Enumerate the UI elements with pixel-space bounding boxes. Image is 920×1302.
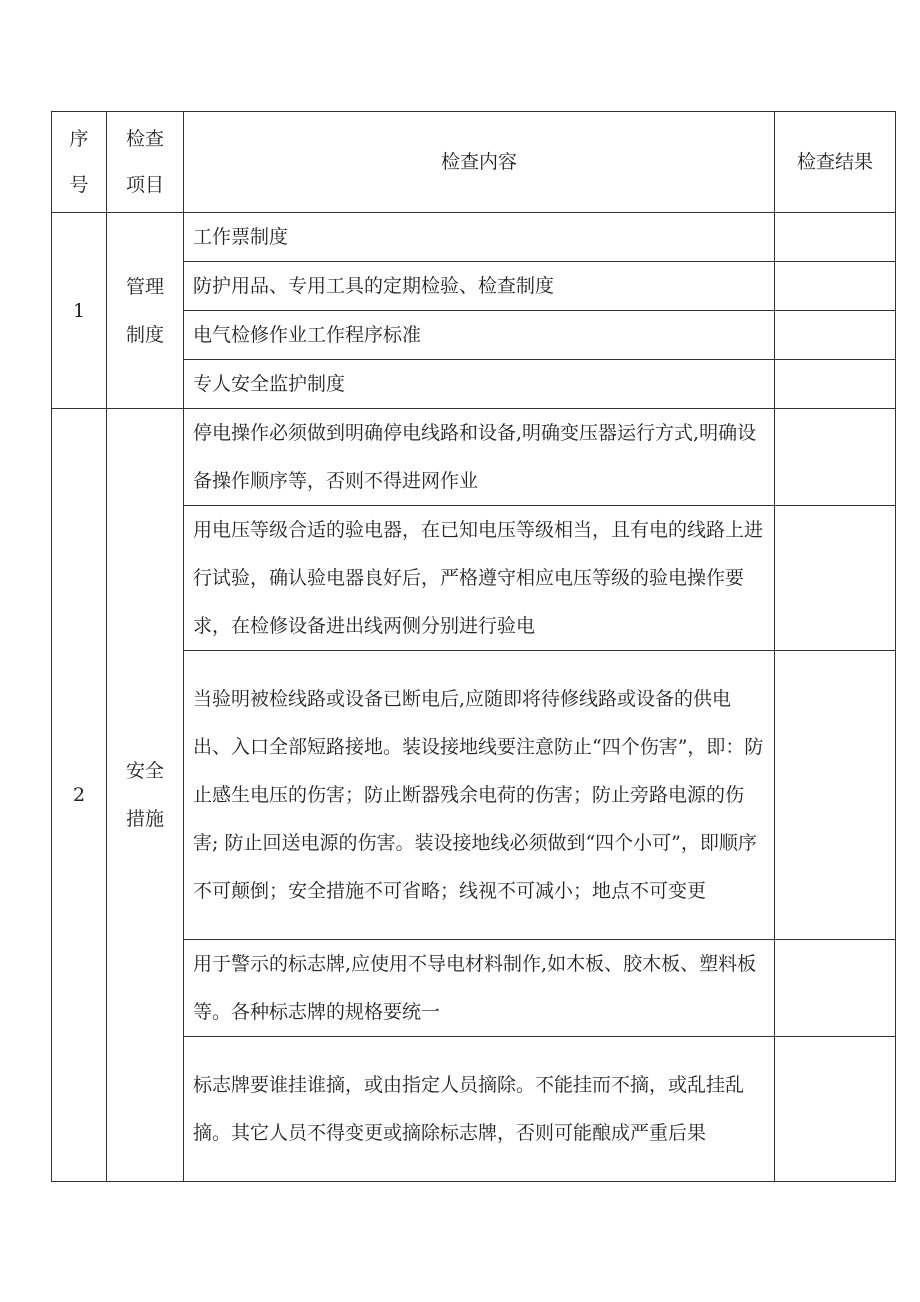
header-item xyxy=(107,112,184,213)
check-content: 当验明被检线路或设备已断电后,应随即将待修线路或设备的供电出、入口全部短路接地。装设接地线要注意防止“四个伤害”，即：防止感生电压的伤害；防止断器残余电荷的伤害；防止旁路电源的伤害; 防止回送电源的伤害。装设接地线必须做到“四个小可”，即顺序不可颠倒；安全措施不可省略；线视不可减小；地点不可变更 xyxy=(184,651,775,940)
group-item xyxy=(107,213,184,409)
inspection-table xyxy=(51,111,896,1182)
check-content: 电气检修作业工作程序标准 xyxy=(184,311,775,360)
check-content: 用于警示的标志牌,应使用不导电材料制作,如木板、胶木板、塑料板等。各种标志牌的规格要统一 xyxy=(184,940,775,1037)
header-item-line1: 检查 xyxy=(125,128,164,150)
group-item-line2: 制度 xyxy=(125,323,164,346)
header-no-line1: 序 xyxy=(69,128,89,150)
group-item xyxy=(107,409,184,1182)
group-item-line1: 安全 xyxy=(125,760,164,782)
check-content: 专人安全监护制度 xyxy=(184,360,775,409)
header-row xyxy=(52,112,896,213)
table-row xyxy=(52,213,896,262)
group-item-line2: 措施 xyxy=(125,808,164,830)
check-content: 用电压等级合适的验电器，在已知电压等级相当，且有电的线路上进行试验，确认验电器良好后，严格遵守相应电压等级的验电操作要求，在检修设备进出线两侧分别进行验电 xyxy=(184,506,775,651)
group-item-line1: 管理 xyxy=(125,275,164,298)
header-content: 检查内容 xyxy=(184,112,775,213)
check-result-cell[interactable] xyxy=(775,360,896,409)
group-number: 2 xyxy=(52,409,107,1182)
check-result-cell[interactable] xyxy=(775,262,896,311)
header-result: 检查结果 xyxy=(775,112,896,213)
header-no-line2: 号 xyxy=(69,174,89,196)
check-result-cell[interactable] xyxy=(775,409,896,506)
check-result-cell[interactable] xyxy=(775,311,896,360)
check-content: 工作票制度 xyxy=(184,213,775,262)
group-number: 1 xyxy=(52,213,107,409)
check-result-cell[interactable] xyxy=(775,1037,896,1182)
header-item-line2: 项目 xyxy=(125,174,164,196)
check-content: 标志牌要谁挂谁摘，或由指定人员摘除。不能挂而不摘，或乱挂乱摘。其它人员不得变更或摘除标志牌，否则可能酿成严重后果 xyxy=(184,1037,775,1182)
check-content: 停电操作必须做到明确停电线路和设备,明确变压器运行方式,明确设备操作顺序等，否则不得进网作业 xyxy=(184,409,775,506)
check-result-cell[interactable] xyxy=(775,506,896,651)
header-no xyxy=(52,112,107,213)
check-result-cell[interactable] xyxy=(775,940,896,1037)
check-result-cell[interactable] xyxy=(775,213,896,262)
table-row xyxy=(52,409,896,506)
check-content: 防护用品、专用工具的定期检验、检查制度 xyxy=(184,262,775,311)
check-result-cell[interactable] xyxy=(775,651,896,940)
